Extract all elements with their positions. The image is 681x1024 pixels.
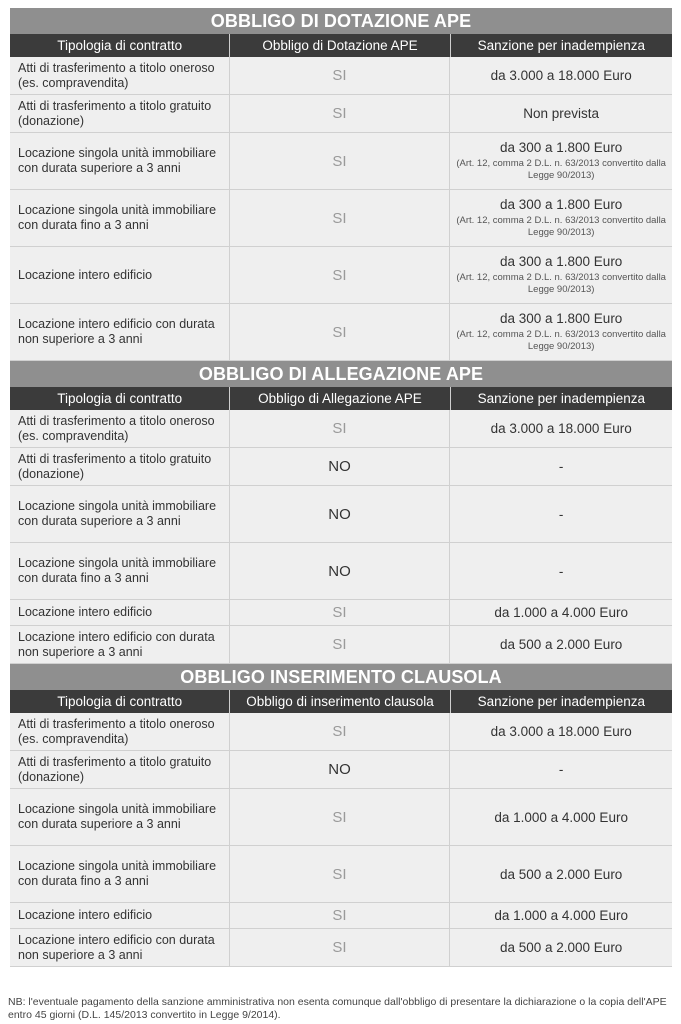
cell-sanzione [450,190,672,246]
section-title: OBBLIGO DI ALLEGAZIONE APE [10,361,672,387]
cell-sanzione [450,410,672,447]
cell-tipologia: Locazione singola unità immobiliare con durata superiore a 3 anni [10,486,230,542]
sanzione-text: da 300 a 1.800 Euro [499,254,623,269]
cell-tipologia: Locazione intero edificio [10,903,230,928]
cell-obbligo: NO [230,543,451,599]
cell-tipologia: Atti di trasferimento a titolo oneroso (es. compravendita) [10,57,230,94]
cell-obbligo: NO [230,751,451,788]
cell-tipologia: Atti di trasferimento a titolo oneroso (es. compravendita) [10,713,230,750]
cell-obbligo: SI [230,190,451,246]
cell-sanzione [450,304,672,360]
cell-obbligo: SI [230,95,451,132]
cell-obbligo: SI [230,846,451,902]
table-row [10,929,672,967]
cell-sanzione [450,903,672,928]
sanzione-text: da 500 a 2.000 Euro [499,637,623,652]
footnote: NB: l'eventuale pagamento della sanzione amministrativa non esenta comunque dall'obbligo di presentare la dichiarazione o la copia dell'APE entro 45 giorni (D.L. 145/2013 convertito in Legge 9/2014). [8,996,667,1021]
cell-tipologia: Locazione singola unità immobiliare con durata fino a 3 anni [10,846,230,902]
table-row [10,247,672,304]
cell-sanzione [450,713,672,750]
cell-sanzione [450,57,672,94]
header-tipologia: Tipologia di contratto [10,387,230,410]
cell-sanzione [450,486,672,542]
sanzione-text: da 500 a 2.000 Euro [499,866,623,882]
cell-tipologia: Atti di trasferimento a titolo oneroso (es. compravendita) [10,410,230,447]
sanzione-text: da 1.000 a 4.000 Euro [494,908,628,923]
cell-obbligo: SI [230,929,451,966]
header-tipologia: Tipologia di contratto [10,34,230,57]
cell-obbligo: SI [230,600,451,625]
sanzione-text: da 3.000 a 18.000 Euro [490,724,632,739]
table-row [10,846,672,903]
cell-obbligo: NO [230,448,451,485]
sanzione-text: da 300 a 1.800 Euro [499,197,623,212]
cell-tipologia: Locazione singola unità immobiliare con durata superiore a 3 anni [10,133,230,189]
cell-tipologia: Locazione singola unità immobiliare con durata superiore a 3 anni [10,789,230,845]
cell-obbligo: SI [230,57,451,94]
sanzione-note: (Art. 12, comma 2 D.L. n. 63/2013 convertito dalla Legge 90/2013) [456,272,666,295]
header-sanzione: Sanzione per inadempienza [477,391,645,406]
cell-sanzione [450,600,672,625]
sanzione-text: - [558,459,564,474]
cell-tipologia: Atti di trasferimento a titolo gratuito (donazione) [10,95,230,132]
cell-obbligo: SI [230,133,451,189]
sanzione-note: (Art. 12, comma 2 D.L. n. 63/2013 convertito dalla Legge 90/2013) [456,329,666,352]
sanzione-text: - [558,563,564,579]
sanzione-text: da 3.000 a 18.000 Euro [490,421,632,436]
cell-sanzione [450,133,672,189]
cell-tipologia: Locazione intero edificio con durata non superiore a 3 anni [10,929,230,966]
cell-sanzione [450,626,672,663]
section-title: OBBLIGO DI DOTAZIONE APE [10,8,672,34]
sanzione-text: - [558,762,564,777]
cell-tipologia: Atti di trasferimento a titolo gratuito (donazione) [10,751,230,788]
table-header [10,34,672,57]
sanzione-note: (Art. 12, comma 2 D.L. n. 63/2013 convertito dalla Legge 90/2013) [456,215,666,238]
cell-obbligo: SI [230,410,451,447]
cell-obbligo: SI [230,713,451,750]
table-row [10,410,672,448]
header-obbligo: Obbligo di inserimento clausola [230,690,450,713]
table-row [10,95,672,133]
section-dotazione [10,8,672,361]
sanzione-text: da 500 a 2.000 Euro [499,940,623,955]
table-row [10,713,672,751]
cell-tipologia: Locazione singola unità immobiliare con durata fino a 3 anni [10,190,230,246]
table-row [10,448,672,486]
table-row [10,543,672,600]
cell-sanzione [450,789,672,845]
cell-sanzione [450,448,672,485]
cell-sanzione [450,95,672,132]
cell-tipologia: Atti di trasferimento a titolo gratuito (donazione) [10,448,230,485]
table-header [10,387,672,410]
header-sanzione: Sanzione per inadempienza [477,38,645,53]
sanzione-text: Non prevista [523,106,600,121]
cell-sanzione [450,247,672,303]
cell-sanzione [450,846,672,902]
table-row [10,304,672,361]
table-row [10,626,672,664]
header-obbligo: Obbligo di Allegazione APE [230,387,450,410]
sanzione-text: da 300 a 1.800 Euro [499,140,623,155]
ape-obligations-document [10,8,672,967]
header-obbligo: Obbligo di Dotazione APE [230,34,450,57]
cell-tipologia: Locazione intero edificio con durata non superiore a 3 anni [10,304,230,360]
header-sanzione: Sanzione per inadempienza [477,694,645,709]
cell-obbligo: SI [230,304,451,360]
cell-obbligo: SI [230,903,451,928]
sanzione-text: da 300 a 1.800 Euro [499,311,623,326]
cell-sanzione [450,929,672,966]
cell-obbligo: SI [230,247,451,303]
sanzione-text: da 1.000 a 4.000 Euro [494,605,628,620]
section-title: OBBLIGO INSERIMENTO CLAUSOLA [10,664,672,690]
table-row [10,190,672,247]
sanzione-text: da 3.000 a 18.000 Euro [490,68,632,83]
table-row [10,789,672,846]
cell-obbligo: SI [230,626,451,663]
cell-tipologia: Locazione intero edificio [10,600,230,625]
sanzione-note: (Art. 12, comma 2 D.L. n. 63/2013 convertito dalla Legge 90/2013) [456,158,666,181]
table-row [10,57,672,95]
cell-tipologia: Locazione intero edificio con durata non superiore a 3 anni [10,626,230,663]
table-row [10,486,672,543]
table-header [10,690,672,713]
cell-obbligo: SI [230,789,451,845]
table-row [10,133,672,190]
cell-tipologia: Locazione intero edificio [10,247,230,303]
cell-obbligo: NO [230,486,451,542]
cell-sanzione [450,543,672,599]
table-row [10,751,672,789]
section-clausola [10,664,672,967]
sanzione-text: - [558,506,564,522]
sanzione-text: da 1.000 a 4.000 Euro [494,809,628,825]
table-row [10,600,672,626]
header-tipologia: Tipologia di contratto [10,690,230,713]
cell-sanzione [450,751,672,788]
section-allegazione [10,361,672,664]
cell-tipologia: Locazione singola unità immobiliare con durata fino a 3 anni [10,543,230,599]
table-row [10,903,672,929]
